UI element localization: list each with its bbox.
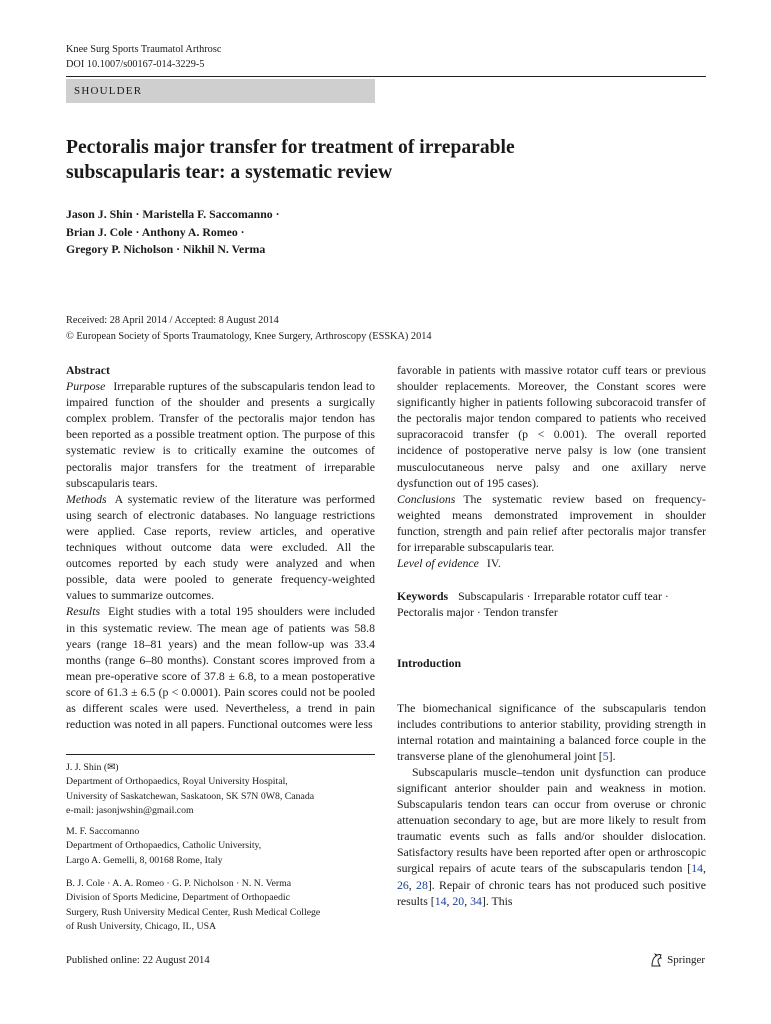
affiliation-line: Surgery, Rush University Medical Center, Rush Medical College [66,906,321,918]
affiliation-line: Department of Orthopaedics, Catholic University, [66,840,262,852]
received-accepted: Received: 28 April 2014 / Accepted: 8 August 2014 [66,315,279,326]
results-text: Eight studies with a total 195 shoulders were included in this systematic review. The mean age of patients was 58.8 years (range 18–81 years) and the mean follow-up was 33.4 months (range 6–80 months). Constant scores improved from a mean pre-operative score of 37.8 ± 6.8, to a mean postoperative score of 61.3 ± 6.5 (p < 0.0001). Pain scores could not be pooled as different scales were used. Nevertheless, a trend in pain reduction was noted in all papers. Functional outcomes were less [66,604,375,732]
results-label: Results [66,604,101,619]
purpose-label: Purpose [66,379,106,394]
abstract-heading: Abstract [66,363,110,377]
author-list [66,206,516,259]
citation-link[interactable]: 14 [434,893,447,908]
keywords [397,588,706,620]
springer-horse-icon [650,953,663,967]
intro-p1-end: ]. [608,748,616,763]
intro-p2-text: Subscapularis muscle–tendon unit dysfunction can produce significant anterior shoulder pain and weakness in motion. Subscapularis tendon tears can occur from overuse or chronic attenuation secondary to age, but are more likely to result from traumatic events such as falls and/or shoulder dislocation. Satisfactory results have been reported after open or arthroscopic surgical repairs of acute tears of the subscapularis tendon [ [397,764,706,876]
affiliation-1 [66,761,375,818]
keywords-text: Subscapularis · Irreparable rotator cuff tear · Pectoralis major · Tendon transfer [397,589,669,620]
introduction-heading: Introduction [397,656,462,671]
affiliation-name: B. J. Cole · A. A. Romeo · G. P. Nicholson · N. N. Verma [66,878,292,889]
methods-text: A systematic review of the literature was performed using search of electronic databases. No language restrictions were applied. Case reports, review articles, and operative techniques without outcome data were excluded. All the outcomes reported by each study were analyzed and when possible, data were pooled to generate frequency-weighted values to summarize outcomes. [66,491,375,603]
title-line-2: subscapularis tear: a systematic review [66,162,393,183]
purpose-text: Irreparable ruptures of the subscapularis tendon lead to impaired function of the shoulder and presents a surgically complex problem. Transfer of the pectoralis major tendon has been reported as a possible treatment option. The purpose of this systematic review is to critically examine the outcomes of pectoralis major transfers for the treatment of irreparable subscapularis tears. [66,379,375,490]
journal-header [66,42,221,72]
history [66,313,432,344]
authors-line-1: Jason J. Shin · Maristella F. Saccomanno · [66,207,280,221]
affiliation-line: University of Saskatchewan, Saskatoon, SK S7N 0W8, Canada [66,790,315,802]
affiliation-name: M. F. Saccomanno [66,826,140,837]
authors-line-2: Brian J. Cole · Anthony A. Romeo · [66,224,245,239]
copyright: © European Society of Sports Traumatology, Knee Surgery, Arthroscopy (ESSKA) 2014 [66,330,432,342]
abstract-results [66,603,375,732]
citation-link[interactable]: 14 [691,861,704,876]
intro-p1-text: The biomechanical significance of the subscapularis tendon includes contributions to anterior stability, providing strength in internal rotation and maintaining a balanced force couple in the transverse plane of the glenohumeral joint [ [397,700,706,763]
published-online: Published online: 22 August 2014 [66,955,210,966]
citation-link[interactable]: 34 [470,893,482,908]
affiliation-line: Largo A. Gemelli, 8, 00168 Rome, Italy [66,854,223,866]
affiliation-2 [66,825,375,868]
keywords-label: Keywords [397,589,449,604]
affiliation-line: of Rush University, Chicago, IL, USA [66,920,217,932]
abstract-methods [66,491,375,604]
article-title [66,135,666,185]
affiliation-line: Division of Sports Medicine, Department of Orthopaedic [66,892,290,904]
conclusions-text: The systematic review based on frequency-weighted means demonstrated improvement in shoulder function, strength and pain relief after pectoralis major transfer for irreparable subscapularis tear. [397,491,706,555]
intro-p2-text-3: ]. This [481,893,513,908]
doi[interactable]: DOI 10.1007/s00167-014-3229-5 [66,59,205,70]
conclusions-label: Conclusions [397,491,456,506]
journal-name: Knee Surg Sports Traumatol Arthrosc [66,44,222,55]
authors-line-3: Gregory P. Nicholson · Nikhil N. Verma [66,242,266,256]
title-line-1: Pectoralis major transfer for treatment of irreparable [66,137,515,158]
methods-label: Methods [66,491,107,506]
right-column [397,362,706,909]
abstract-conclusions [397,491,706,555]
affiliation-name: J. J. Shin (✉) [66,762,119,773]
publisher-logo [650,953,705,967]
citation-link[interactable]: 5 [602,748,609,763]
affiliation-email[interactable]: e-mail: jasonjwshin@gmail.com [66,804,194,816]
abstract-purpose [66,378,375,491]
affiliation-3 [66,877,375,934]
intro-paragraph-1 [397,700,706,764]
publisher-name: Springer [667,954,705,966]
intro-p2-text-2: ]. Repair of chronic tears has not produced such positive results [ [397,877,706,908]
level-label: Level of evidence [397,556,479,571]
affiliation-line: Department of Orthopaedics, Royal University Hospital, [66,776,288,788]
intro-paragraph-2: Subscapularis muscle–tendon unit dysfunction can produce significant anterior shoulder pain and weakness in motion. Subscapularis tendon tears can occur from overuse or chronic attenuation secondary to age, but are more likely to result from traumatic events such as falls and/or shoulder dislocation. Satisfactory results have been reported after open or arthroscopic surgical repairs of acute tears of the subscapularis tendon [14, 26, 28]. Repair of chronic tears has not produced such positive results [14, 20, 34]. This [397,764,706,908]
results-text-continued: favorable in patients with massive rotator cuff tears or previous shoulder replacements. Moreover, the Constant scores were significantly higher in patients following subcoracoid transfer of the pectoralis major tendon compared to patients who received supracoracoid transfer (p < 0.001). The overall reported incidence of postoperative nerve palsy is low (one transient musculocutaneous nerve palsy and one axillary nerve dysfunction out of 195 cases). [397,363,706,490]
section-label: SHOULDER [66,79,375,103]
level-text: IV. [486,556,501,571]
citation-link[interactable]: 26 [397,877,409,892]
citation-link[interactable]: 20 [452,893,465,908]
abstract-level [397,555,706,571]
left-column [66,362,375,732]
header-rule [66,76,706,77]
citation-link[interactable]: 28 [416,877,428,892]
footnote-rule [66,754,375,755]
